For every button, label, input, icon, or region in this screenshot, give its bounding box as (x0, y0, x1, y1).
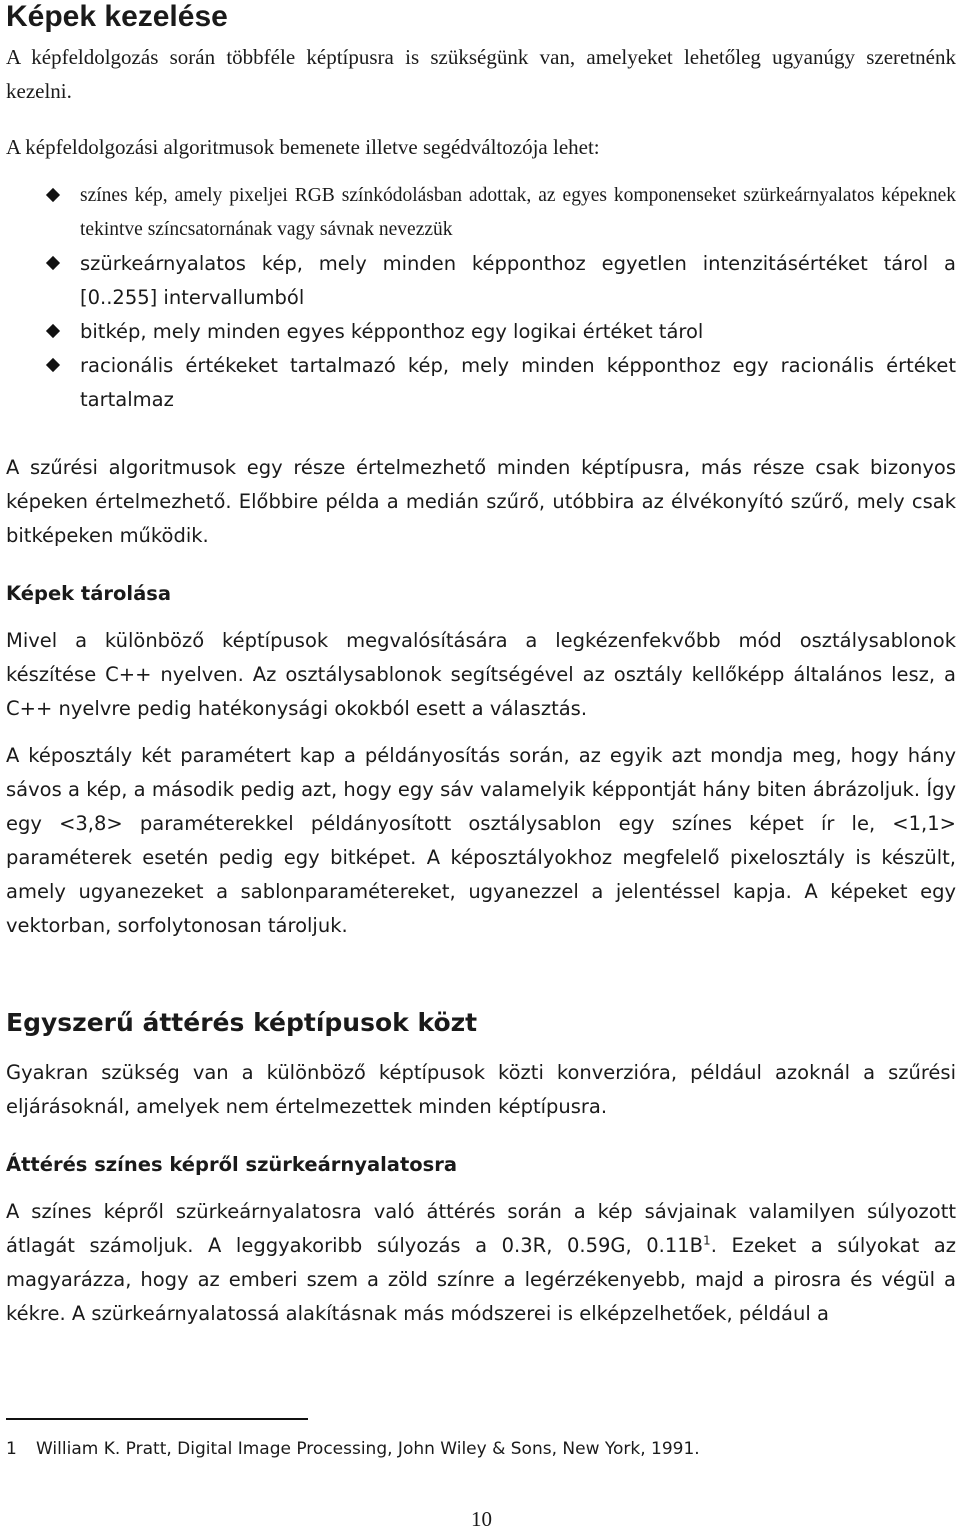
list-item: szürkeárnyalatos kép, mely minden képponthoz egyetlen intenzitásértéket tárol a [0..255] intervallumból (6, 247, 956, 315)
conversion-paragraph: Gyakran szükség van a különböző képtípusok közti konverzióra, például azoknál a szűrési eljárásoknál, amelyek nem értelmezettek minden képtípusra. (6, 1061, 956, 1118)
footnote (6, 1436, 700, 1462)
diamond-bullet-icon (46, 256, 60, 270)
page-number: 10 (471, 1507, 492, 1531)
diamond-bullet-icon (46, 358, 60, 372)
section-heading-grayscale: Áttérés színes képről szürkeárnyalatosra (6, 1153, 458, 1176)
section-heading-conversion: Egyszerű áttérés képtípusok közt (6, 1008, 478, 1037)
diamond-bullet-icon (46, 324, 60, 338)
footnote-divider (6, 1418, 308, 1420)
diamond-bullet-icon (46, 188, 60, 202)
intro-paragraph-1: A képfeldolgozás során többféle képtípusra is szükségünk van, amelyeket lehetőleg ugyanúgy szeretnénk kezelni. (6, 45, 956, 103)
filter-paragraph: A szűrési algoritmusok egy része értelmezhető minden képtípusra, más része csak bizonyos képeken értelmezhető. Előbbire példa a medián szűrő, utóbbira az élvékonyító szűrő, mely csak bitképeken működik. (6, 456, 956, 547)
grayscale-paragraph: A színes képről szürkeárnyalatosra való áttérés során a kép sávjainak valamilyen súlyozott átlagát számoljuk. A leggyakoribb súlyozás a 0.3R, 0.59G, $0.11B^1$. Ezeket a súlyokat az magyarázza, hogy az emberi szem a zöld színre a legérzékenyebb, majd a pirosra és végül a kékre. A szürkeárnyalatossá alakításnak más módszerei is elképzelhetőek, például a (6, 1200, 956, 1325)
footnote-text: William K. Pratt, Digital Image Processing, John Wiley & Sons, New York, 1991. (36, 1439, 700, 1459)
page-heading: Képek kezelése (6, 0, 228, 33)
list-item: bitkép, mely minden egyes képponthoz egy logikai értéket tárol (6, 315, 956, 349)
document-page (6, 0, 956, 1533)
list-item: színes kép, amely pixeljei RGB színkódolásban adottak, az egyes komponenseket szürkeárnyalatos képeknek tekintve színcsatornának vagy sávnak nevezzük (6, 179, 956, 247)
section-heading-storage: Képek tárolása (6, 582, 172, 605)
list-item: racionális értékeket tartalmazó kép, mely minden képponthoz egy racionális értéket tartalmaz (6, 349, 956, 417)
storage-paragraph-1: Mivel a különböző képtípusok megvalósítására a legkézenfekvőbb mód osztálysablonok készítése C++ nyelven. Az osztálysablonok segítségével az osztály kellőképp általános lesz, a C++ nyelvre pedig hatékonysági okokból esett a választás. (6, 629, 956, 720)
footnote-number: 1 (6, 1439, 17, 1459)
footnote-reference: 1 (703, 1233, 711, 1248)
storage-paragraph-2: A képosztály két paramétert kap a példányosítás során, az egyik azt mondja meg, hogy hány sávos a kép, a második pedig azt, hogy egy sáv valamelyik képpontját hány biten ábrázoljuk. Így egy <3,8> paraméterekkel példányosított osztálysablon egy színes képet ír le, <1,1> paraméterek esetén pedig egy bitképet. A képosztályokhoz megfelelő pixelosztály is készült, amely ugyanezeket a sablonparamétereket, ugyanezzel a jelentéssel kapja. A képeket egy vektorban, sorfolytonosan tároljuk. (6, 744, 956, 937)
intro-paragraph-2: A képfeldolgozási algoritmusok bemenete illetve segédváltozója lehet: (6, 135, 600, 159)
image-type-list (6, 179, 956, 417)
